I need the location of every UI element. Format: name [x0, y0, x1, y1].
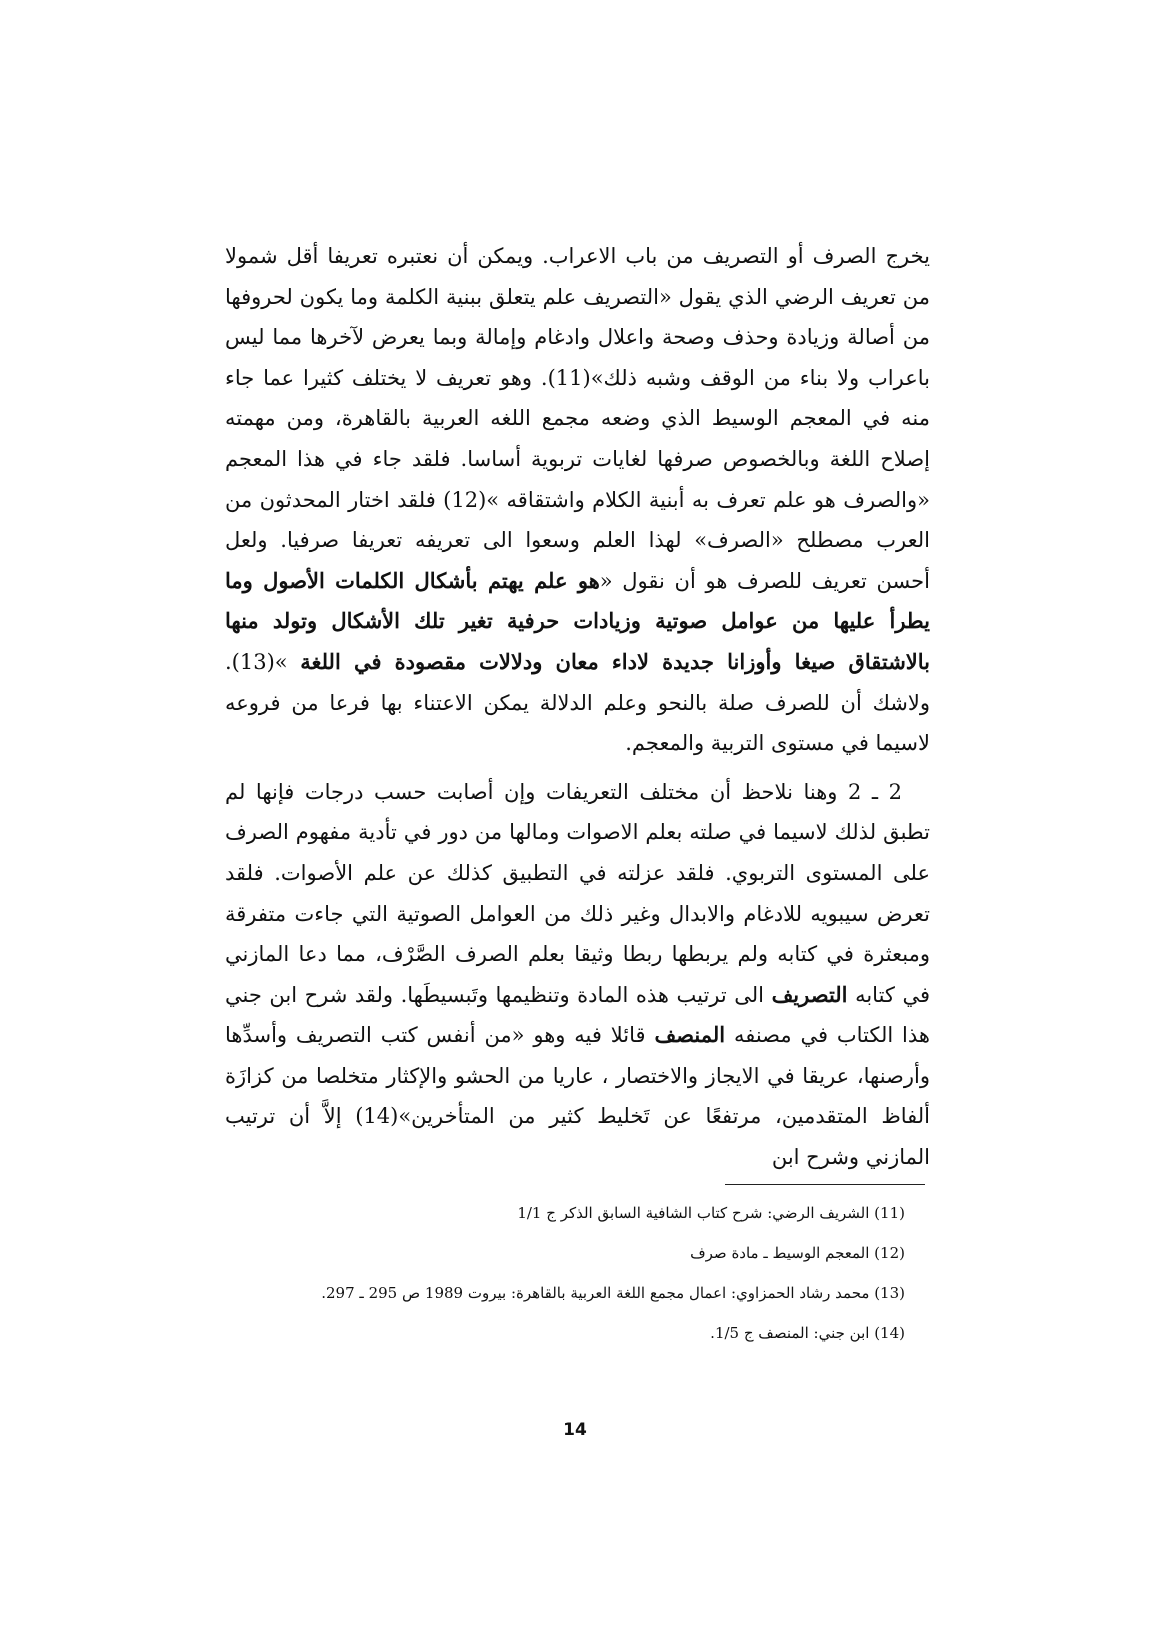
- paragraph-2: [225, 772, 930, 1178]
- footnote-14: (14) ابن جني: المنصف ج 1/5.: [710, 1324, 905, 1342]
- page-number: 14: [563, 1420, 587, 1440]
- paragraph-1: [225, 236, 930, 764]
- footnote-divider: [725, 1184, 925, 1185]
- book-title-tasrif: التصريف: [771, 981, 848, 1007]
- text-segment: »(13). ولاشك أن للصرف صلة بالنحو وعلم الدلالة يمكن الاعتناء بها فرعا من فروعه لاسيما في مستوى التربية والمعجم.: [225, 649, 930, 756]
- footnote-12: (12) المعجم الوسيط ـ مادة صرف: [690, 1244, 905, 1262]
- footnotes: [255, 1200, 905, 1360]
- footnote-11: (11) الشريف الرضي: شرح كتاب الشافية السابق الذكر ج 1/1: [517, 1204, 905, 1222]
- body-text: [225, 236, 930, 1178]
- footnote-13: (13) محمد رشاد الحمزاوي: اعمال مجمع اللغة العربية بالقاهرة: بيروت 1989 ص 295 ـ 297.: [321, 1284, 905, 1302]
- definition-bold-text: هو علم يهتم بأشكال الكلمات الأصول وما يطرأ عليها من عوامل صوتية وزيادات حرفية تغير تلك الأشكال وتولد منها بالاشتقاق صيغا وأوزانا جديدة لاداء معان ودلالات مقصودة في اللغة: [225, 567, 931, 674]
- book-title-munsif: المنصف: [654, 1022, 726, 1048]
- text-segment: قائلا فيه وهو «من أنفس كتب التصريف وأسدِّها وأرصنها، عريقا في الايجاز والاختصار ، عاريا من الحشو والإكثار متخلصا من كزازَة ألفاظ المتقدمين، مرتفعًا عن تَخليط كثير من المتأخرين»(14) إلاَّ أن ترتيب المازني وشرح ابن: [225, 1023, 930, 1170]
- text-segment: الى ترتيب هذه المادة وتنظيمها وتَبسيطَها. ولقد شرح ابن جني هذا الكتاب في مصنفه: [225, 982, 930, 1048]
- text-segment: يخرج الصرف أو التصريف من باب الاعراب. ويمكن أن نعتبره تعريفا أقل شمولا من تعريف الرضي الذي يقول «التصريف علم يتعلق ببنية الكلمة وما يكون لحروفها من أصالة وزيادة وحذف وصحة واعلال وادغام وإمالة وبما يعرض لآخرها مما ليس باعراب ولا بناء من الوقف وشبه ذلك»(11). وهو تعريف لا يختلف كثيرا عما جاء منه في المعجم الوسيط الذي وضعه مجمع اللغه العربية بالقاهرة، ومن مهمته إصلاح اللغة وبالخصوص صرفها لغايات تربوية أساسا. فلقد جاء في هذا المعجم «والصرف هو علم تعرف به أبنية الكلام واشتقاقه »(12) فلقد اختار المحدثون من العرب مصطلح «الصرف» لهذا العلم وسعوا الى تعريفه تعريفا صرفيا. ولعل أحسن تعريف للصرف هو أن نقول «: [225, 244, 930, 593]
- text-segment: 2 ـ 2 وهنا نلاحظ أن مختلف التعريفات وإن أصابت حسب درجات فإنها لم تطبق لذلك لاسيما في صلته بعلم الاصوات ومالها من دور في تأدية مفهوم الصرف على المستوى التربوي. فلقد عزلته في التطبيق كذلك عن علم الأصوات. فلقد تعرض سيبويه للادغام والابدال وغير ذلك من العوامل الصوتية التي جاءت متفرقة ومبعثرة في كتابه ولم يربطها ربطا وثيقا بعلم الصرف الصَّرْف، مما دعا المازني في كتابه: [225, 779, 930, 1007]
